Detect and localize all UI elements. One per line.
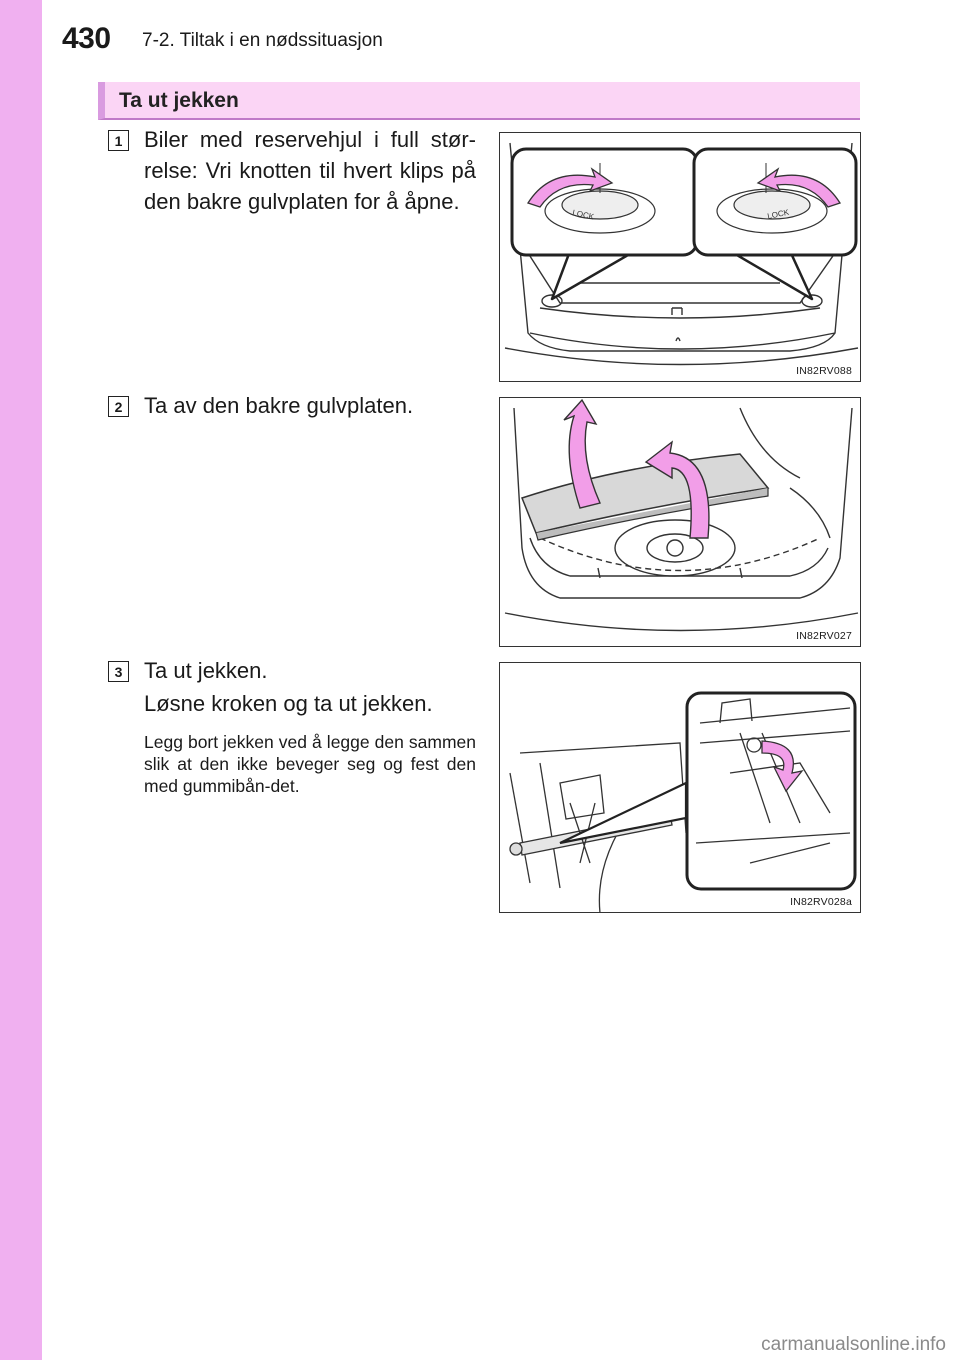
callout-pointer-left: [552, 251, 635, 299]
figure-rear-floor-clips: [499, 132, 861, 382]
svg-text:LOCK: LOCK: [571, 208, 595, 222]
step-3-text-line1: Ta ut jekken.: [144, 658, 268, 683]
svg-text:LOCK: LOCK: [766, 207, 790, 221]
section-header: [98, 82, 860, 120]
figure-1-illustration: [500, 133, 861, 382]
floor-board: [522, 454, 768, 533]
side-tab-bar: [0, 0, 42, 1360]
callout-pointer-right: [730, 251, 812, 299]
chapter-title: 7-2. Tiltak i en nødssituasjon: [142, 30, 383, 51]
callout-left-knob: [512, 149, 697, 255]
figure-3-illustration: [500, 663, 861, 913]
figure-2-illustration: [500, 398, 861, 647]
step-3-text-line2: Løsne kroken og ta ut jekken.: [144, 691, 433, 716]
watermark: carmanualsonline.info: [761, 1334, 946, 1355]
step-number-3: 3: [108, 661, 129, 682]
step-1-text: Biler med reservehjul i full stør-relse: Vri knotten til hvert klips på den bakre gulvplaten for å åpne.: [144, 127, 476, 214]
figure-code: IN82RV088: [796, 365, 852, 377]
step-number-1: 1: [108, 130, 129, 151]
step-number-2: 2: [108, 396, 129, 417]
figure-remove-jack: [499, 662, 861, 913]
step-3-note: Legg bort jekken ved å legge den sammen slik at den ikke beveger seg og fest den med gummibån-det.: [144, 732, 476, 796]
section-title: Ta ut jekken: [119, 89, 239, 112]
figure-code: IN82RV028a: [790, 896, 852, 908]
callout-right-knob: [694, 149, 856, 255]
page-number: 430: [62, 22, 111, 55]
step-2-text: Ta av den bakre gulvplaten.: [144, 393, 414, 418]
figure-remove-floor-board: [499, 397, 861, 647]
figure-code: IN82RV027: [796, 630, 852, 642]
callout-jack-hook: [687, 693, 855, 889]
